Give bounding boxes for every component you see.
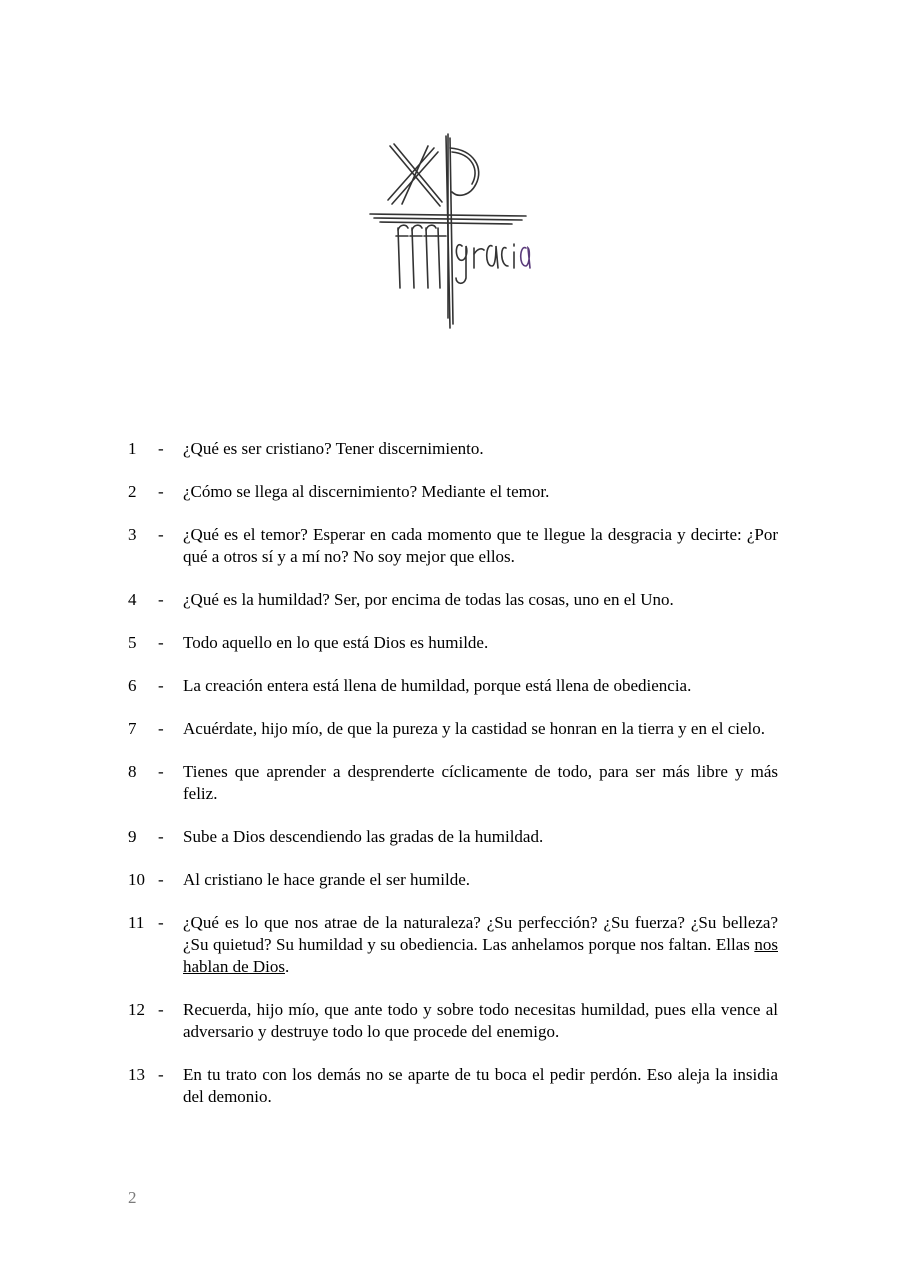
- item-dash: -: [158, 633, 164, 652]
- item-dash: -: [158, 762, 164, 781]
- list-item: [128, 761, 778, 805]
- item-number: 8: [128, 762, 137, 781]
- item-text: ¿Qué es el temor? Esperar en cada momento que te llegue la desgracia y decirte: ¿Por qué a otros sí y a mí no? No soy mejor que ellos.: [183, 525, 778, 566]
- item-dash: -: [158, 870, 164, 889]
- list-item: [128, 481, 778, 503]
- item-text: Acuérdate, hijo mío, de que la pureza y la castidad se honran en la tierra y en el cielo.: [183, 719, 766, 738]
- item-text: En tu trato con los demás no se aparte de tu boca el pedir perdón. Eso aleja la insidia del demonio.: [183, 1065, 778, 1106]
- item-text: ¿Qué es ser cristiano? Tener discernimiento.: [183, 439, 484, 458]
- item-number: 10: [128, 870, 145, 889]
- item-number: 13: [128, 1065, 145, 1084]
- item-number: 4: [128, 590, 137, 609]
- list-item: [128, 912, 778, 978]
- item-text: [183, 912, 778, 978]
- item-text: Sube a Dios descendiendo las gradas de la humildad.: [183, 827, 544, 846]
- item-dash: -: [158, 482, 164, 501]
- item-number: 5: [128, 633, 137, 652]
- item-text: Tienes que aprender a desprenderte cíclicamente de todo, para ser más libre y más feliz.: [183, 762, 778, 803]
- underlined-phrase: nos hablan de Dios: [183, 935, 778, 976]
- chi-rho-signature-emblem: [362, 128, 534, 333]
- item-number: 11: [128, 913, 145, 932]
- list-item: [128, 438, 778, 460]
- item-number: 12: [128, 1000, 145, 1019]
- item-text-before: ¿Qué es lo que nos atrae de la naturaleza? ¿Su perfección? ¿Su fuerza? ¿Su belleza? ¿Su quietud? Su humildad y su obediencia. Las anhelamos porque nos faltan. Ellas: [183, 913, 778, 954]
- item-dash: -: [158, 827, 164, 846]
- item-dash: -: [158, 1065, 164, 1084]
- item-dash: -: [158, 676, 164, 695]
- item-text: Todo aquello en lo que está Dios es humilde.: [183, 633, 489, 652]
- item-text: ¿Cómo se llega al discernimiento? Mediante el temor.: [183, 482, 550, 501]
- item-text: La creación entera está llena de humildad, porque está llena de obediencia.: [183, 676, 692, 695]
- item-dash: -: [158, 439, 164, 458]
- list-item: [128, 869, 778, 891]
- item-number: 2: [128, 482, 137, 501]
- item-number: 9: [128, 827, 137, 846]
- list-item: [128, 826, 778, 848]
- item-text-after: .: [284, 957, 290, 976]
- item-number: 1: [128, 439, 137, 458]
- page-number: 2: [128, 1188, 137, 1207]
- item-text: Al cristiano le hace grande el ser humilde.: [183, 870, 470, 889]
- item-dash: -: [158, 1000, 164, 1019]
- item-dash: -: [158, 913, 164, 932]
- list-item: [128, 632, 778, 654]
- item-dash: -: [158, 590, 164, 609]
- item-dash: -: [158, 719, 164, 738]
- list-item: [128, 1064, 778, 1108]
- item-text: ¿Qué es la humildad? Ser, por encima de todas las cosas, uno en el Uno.: [183, 590, 674, 609]
- item-number: 3: [128, 525, 137, 544]
- list-item: [128, 675, 778, 697]
- item-number: 6: [128, 676, 137, 695]
- list-item: [128, 589, 778, 611]
- list-item: [128, 524, 778, 568]
- numbered-sayings-list: [128, 438, 778, 1129]
- item-text: Recuerda, hijo mío, que ante todo y sobre todo necesitas humildad, pues ella vence al adversario y destruye todo lo que procede del enemigo.: [183, 1000, 778, 1041]
- item-dash: -: [158, 525, 164, 544]
- list-item: [128, 718, 778, 740]
- list-item: [128, 999, 778, 1043]
- item-number: 7: [128, 719, 137, 738]
